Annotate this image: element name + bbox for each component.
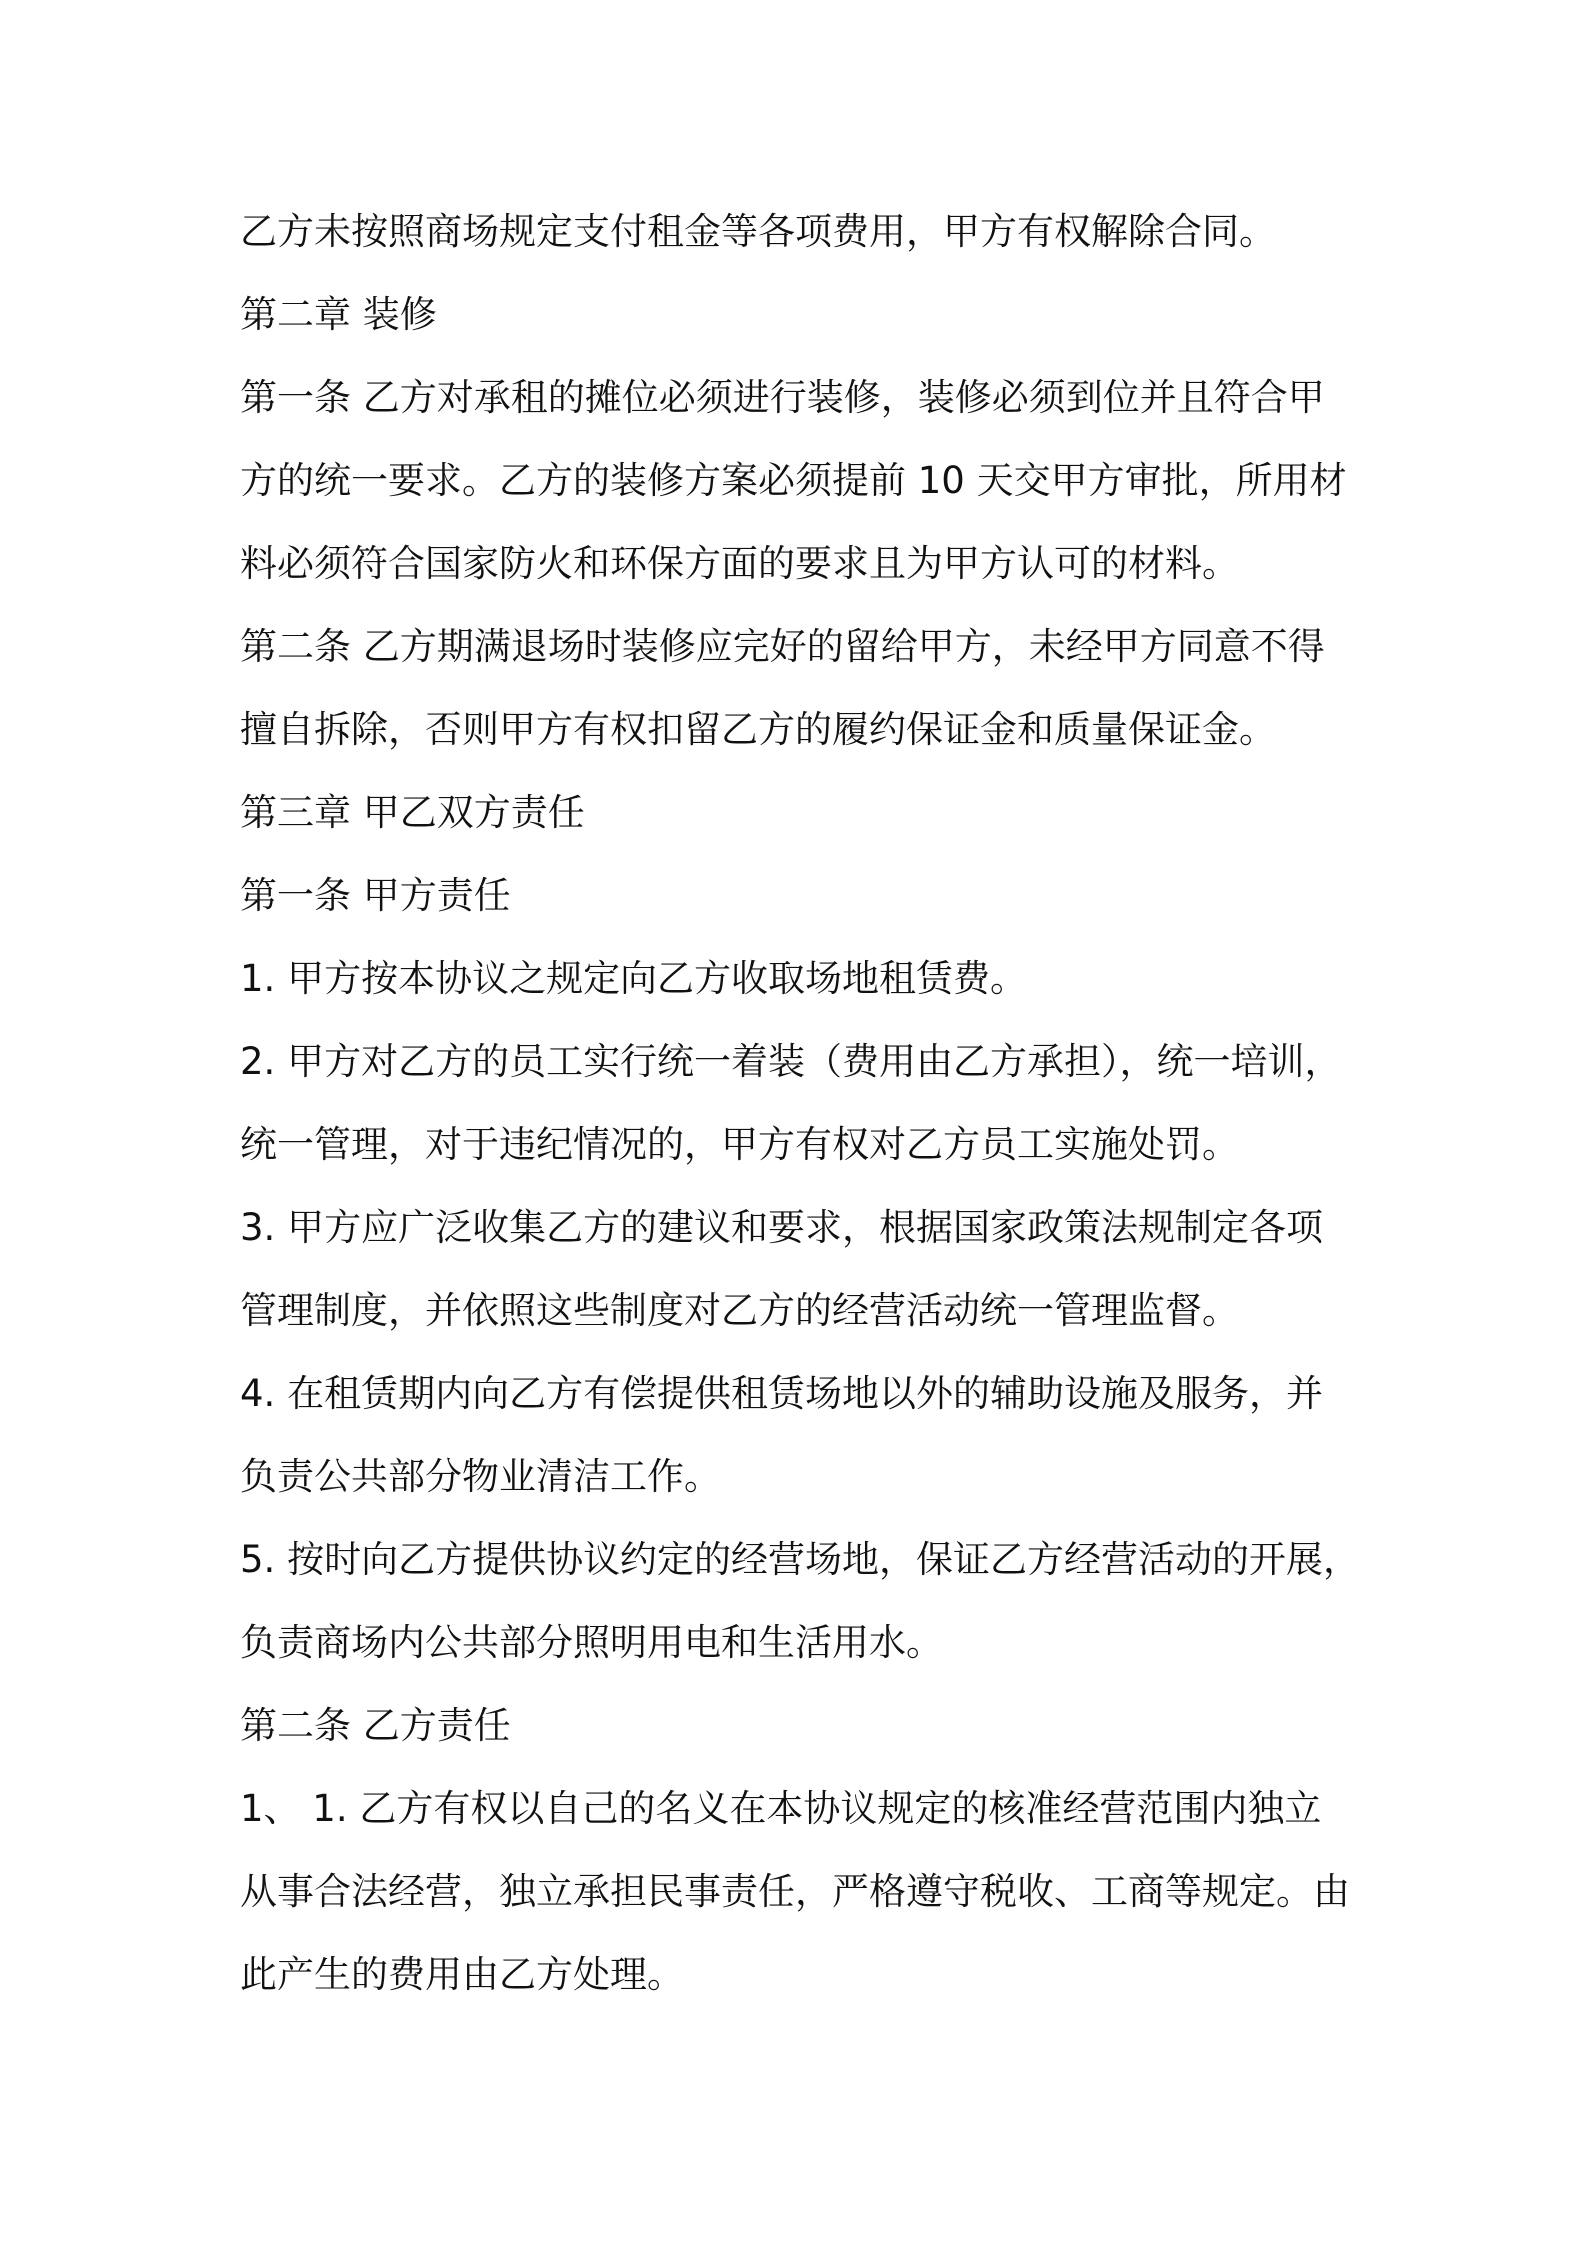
text-line-6: 第二条 乙方期满退场时装修应完好的留给甲方，未经甲方同意不得	[240, 625, 1325, 668]
list-item-a-3-cont: 管理制度，并依照这些制度对乙方的经营活动统一管理监督。	[240, 1289, 1239, 1332]
list-item-a-5: 5. 按时向乙方提供协议约定的经营场地，保证乙方经营活动的开展，	[240, 1538, 1361, 1581]
text-line-1: 乙方未按照商场规定支付租金等各项费用，甲方有权解除合同。	[240, 210, 1276, 253]
document-body	[240, 190, 1370, 2016]
list-item-a-4-cont: 负责公共部分物业清洁工作。	[240, 1455, 721, 1498]
list-item-b-1-cont-2: 此产生的费用由乙方处理。	[240, 1953, 684, 1996]
list-item-a-2: 2. 甲方对乙方的员工实行统一着装（费用由乙方承担），统一培训，	[240, 1040, 1342, 1083]
list-item-a-4: 4. 在租赁期内向乙方有偿提供租赁场地以外的辅助设施及服务，并	[240, 1372, 1324, 1415]
article-heading-party-b: 第二条 乙方责任	[240, 1704, 511, 1747]
text-line-4: 方的统一要求。乙方的装修方案必须提前 10 天交甲方审批，所用材	[240, 459, 1347, 502]
article-heading-party-a: 第一条 甲方责任	[240, 874, 511, 917]
list-item-a-5-cont: 负责商场内公共部分照明用电和生活用水。	[240, 1621, 943, 1664]
text-line-3: 第一条 乙方对承租的摊位必须进行装修，装修必须到位并且符合甲	[240, 376, 1325, 419]
list-item-b-1: 1、 1. 乙方有权以自己的名义在本协议规定的核准经营范围内独立	[240, 1787, 1322, 1830]
list-item-a-1: 1. 甲方按本协议之规定向乙方收取场地租赁费。	[240, 957, 1028, 1000]
chapter-heading-responsibilities: 第三章 甲乙双方责任	[240, 791, 585, 834]
text-line-7: 擅自拆除，否则甲方有权扣留乙方的履约保证金和质量保证金。	[240, 708, 1276, 751]
chapter-heading-decoration: 第二章 装修	[240, 293, 437, 336]
list-item-a-2-cont: 统一管理，对于违纪情况的，甲方有权对乙方员工实施处罚。	[240, 1123, 1239, 1166]
text-line-5: 料必须符合国家防火和环保方面的要求且为甲方认可的材料。	[240, 542, 1239, 585]
list-item-a-3: 3. 甲方应广泛收集乙方的建议和要求，根据国家政策法规制定各项	[240, 1206, 1324, 1249]
list-item-b-1-cont: 从事合法经营，独立承担民事责任，严格遵守税收、工商等规定。由	[240, 1870, 1350, 1913]
